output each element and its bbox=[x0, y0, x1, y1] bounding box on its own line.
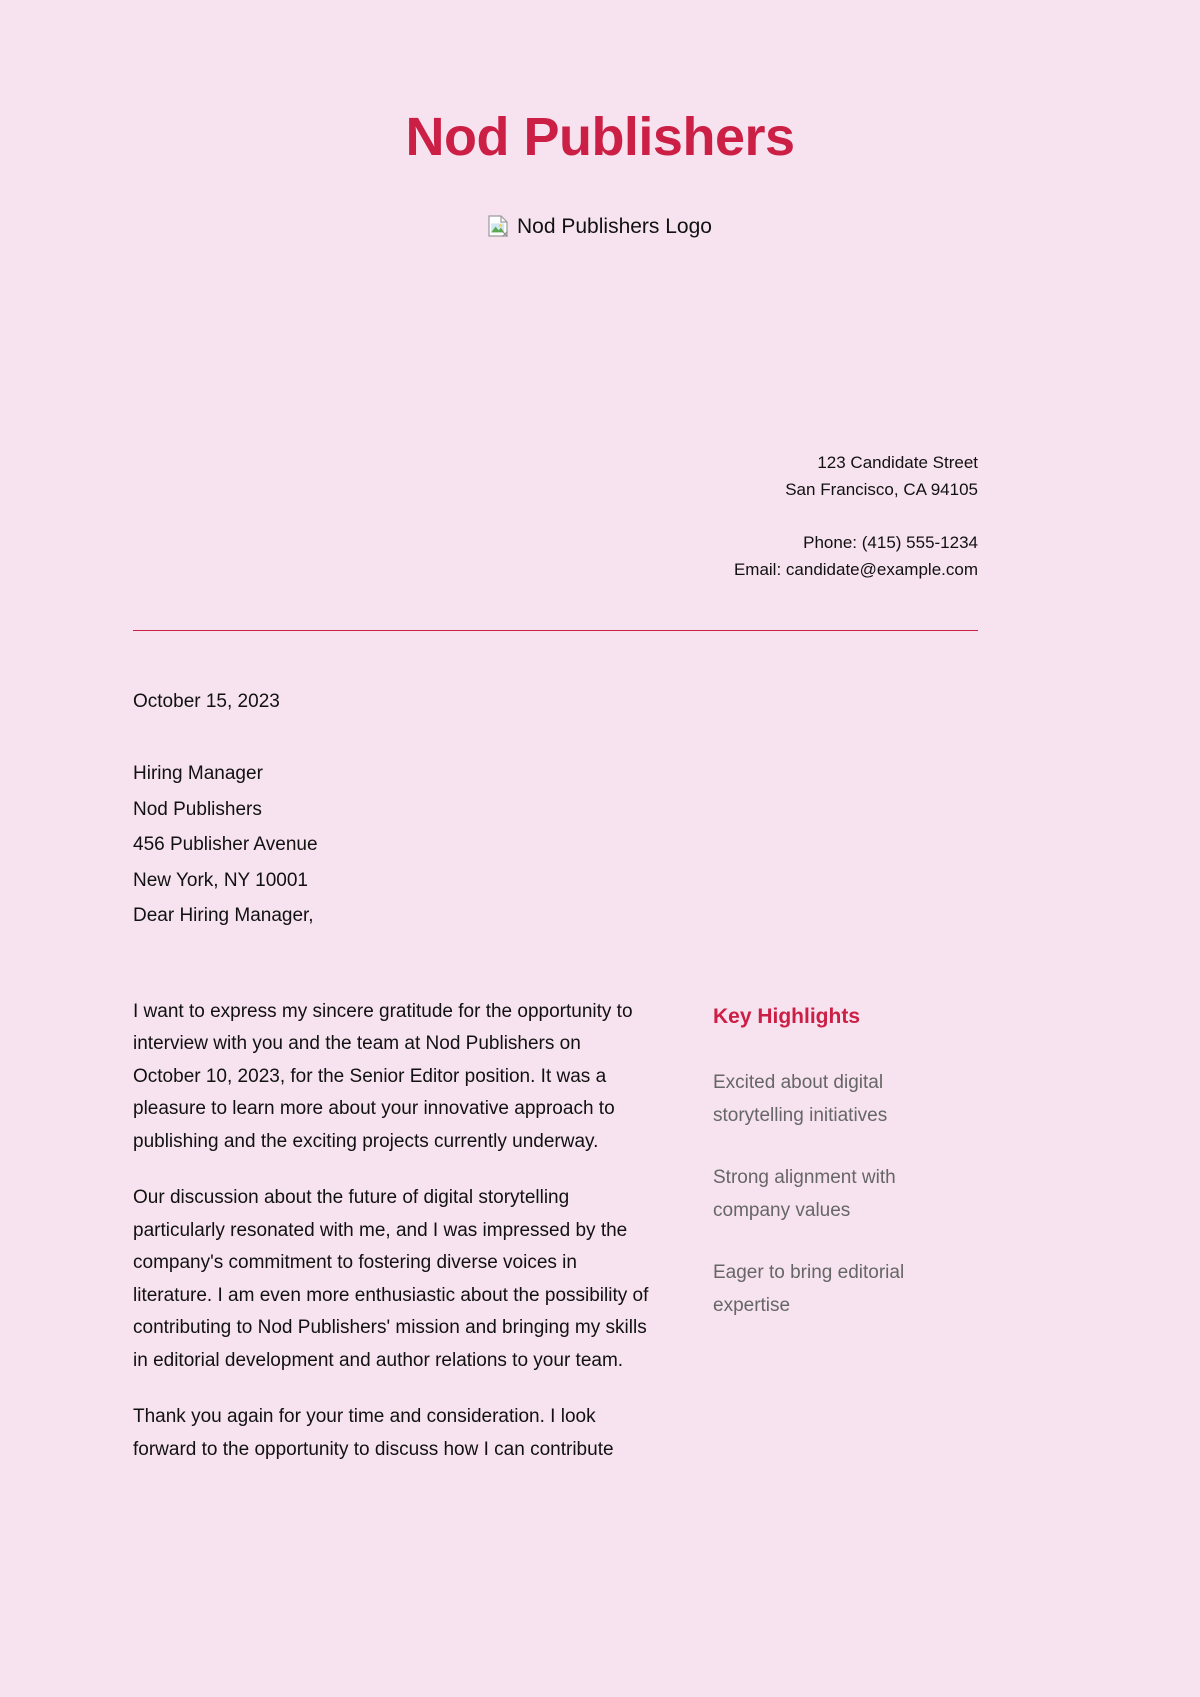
letter-paragraphs bbox=[133, 996, 653, 1467]
letterhead bbox=[0, 0, 1200, 245]
recipient-street: 456 Publisher Avenue bbox=[133, 834, 318, 856]
recipient-name: Hiring Manager bbox=[133, 763, 263, 785]
highlight-item: Eager to bring editorial expertise bbox=[713, 1262, 905, 1316]
recipient-company: Nod Publishers bbox=[133, 798, 262, 820]
sender-email: Email: candidate@example.com bbox=[733, 559, 978, 579]
salutation: Dear Hiring Manager, bbox=[133, 905, 314, 927]
sender-city-state-zip: San Francisco, CA 94105 bbox=[785, 479, 978, 499]
logo-container bbox=[0, 209, 1200, 245]
letter-paragraph-1: I want to express my sincere gratitude for the opportunity to interview with you and the team at Nod Publishers on October 10, 2023, for the Senior Editor position. It was a pleasure to learn more about your innovative approach to publishing and the exciting projects currently underway. bbox=[133, 1000, 633, 1152]
letter-paragraph-3: Thank you again for your time and consideration. I look forward to the opportunity to discuss how I can contribute bbox=[133, 1406, 614, 1460]
key-highlights-panel bbox=[713, 996, 978, 1322]
highlight-item: Strong alignment with company values bbox=[713, 1167, 896, 1221]
letter-date: October 15, 2023 bbox=[133, 691, 280, 713]
sender-phone: Phone: (415) 555-1234 bbox=[803, 533, 978, 553]
recipient-city-state-zip: New York, NY 10001 bbox=[133, 869, 308, 891]
sender-postal-address bbox=[0, 450, 978, 503]
header-divider bbox=[133, 630, 978, 631]
sender-address-block bbox=[0, 450, 1200, 583]
company-title: Nod Publishers bbox=[405, 107, 795, 167]
logo-alt-text: Nod Publishers Logo bbox=[517, 215, 712, 239]
highlight-item: Excited about digital storytelling initiatives bbox=[713, 1072, 888, 1126]
sender-street: 123 Candidate Street bbox=[817, 453, 978, 473]
content-columns bbox=[133, 996, 978, 1467]
letter-paragraph-2: Our discussion about the future of digital storytelling particularly resonated with me, and I was impressed by the company's commitment to fostering diverse voices in literature. I am even more enthusiastic about the possibility of contributing to Nod Publishers' mission and bringing my skills in editorial development and author relations to your team. bbox=[133, 1187, 649, 1371]
recipient-address-block bbox=[133, 756, 978, 934]
key-highlights-title: Key Highlights bbox=[713, 1004, 861, 1028]
broken-image-icon bbox=[488, 213, 508, 235]
logo-broken-image bbox=[488, 209, 712, 245]
sender-contact-details bbox=[0, 530, 978, 583]
letter-body bbox=[0, 688, 1200, 1466]
